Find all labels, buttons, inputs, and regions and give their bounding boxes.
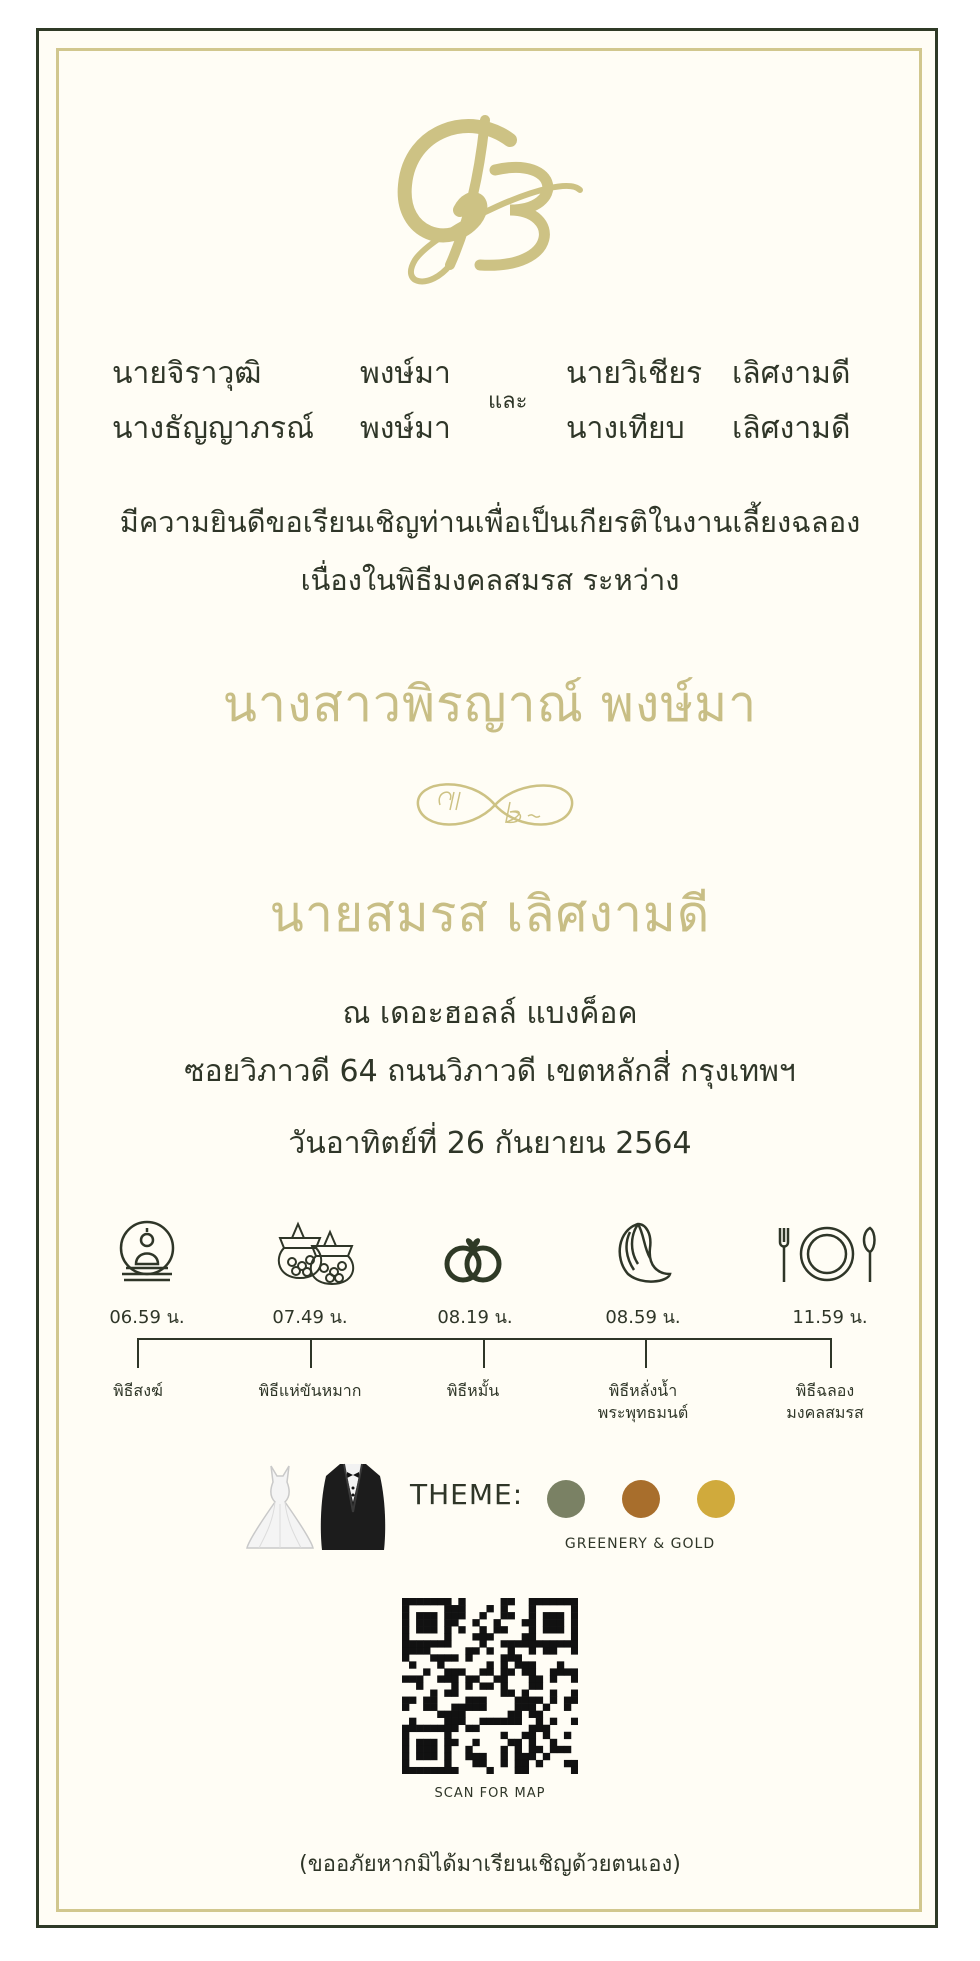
parent-bride-father-last: พงษ์มา	[360, 356, 451, 391]
schedule-event-4-line2: พระพุทธมนต์	[597, 1403, 689, 1422]
schedule-time-2: 07.49 น.	[272, 1307, 348, 1328]
khan-mak-icon	[272, 1218, 362, 1288]
theme-caption: GREENERY & GOLD	[564, 1536, 716, 1552]
rings-icon	[438, 1228, 508, 1288]
schedule-event-2: พิธีแห่ขันหมาก	[258, 1381, 362, 1400]
theme-label: THEME:	[410, 1478, 524, 1511]
theme-color-gold	[697, 1480, 735, 1518]
theme-color-greenery	[547, 1480, 585, 1518]
venue-name: ณ เดอะฮอลล์ แบงค็อค	[342, 996, 638, 1031]
buddha-icon	[112, 1218, 182, 1288]
event-date: วันอาทิตย์ที่ 26 กันยายน 2564	[288, 1126, 692, 1161]
bride-name: นางสาวพิรญาณ์ พงษ์มา	[222, 675, 758, 733]
parent-bride-mother-last: พงษ์มา	[360, 411, 451, 446]
groom-name: นายสมรส เลิศงามดี	[269, 885, 711, 943]
parent-groom-father-last: เลิศงามดี	[732, 356, 851, 391]
schedule-event-5-line2: มงคลสมรส	[786, 1403, 864, 1422]
parent-groom-mother-last: เลิศงามดี	[732, 411, 851, 446]
schedule-event-5	[750, 1380, 900, 1424]
schedule-time-4: 08.59 น.	[605, 1307, 681, 1328]
schedule-event-5-line1: พิธีฉลอง	[795, 1381, 855, 1400]
qr-caption: SCAN FOR MAP	[434, 1786, 546, 1801]
footer-note: (ขออภัยหากมิได้มาเรียนเชิญด้วยตนเอง)	[299, 1852, 681, 1877]
monogram-logo	[390, 100, 610, 300]
schedule-event-4-line1: พิธีหลั่งน้ำ	[608, 1381, 678, 1400]
timeline-tick-3	[483, 1338, 485, 1368]
parent-groom-father-first: นายวิเชียร	[566, 356, 703, 391]
timeline-tick-1	[137, 1338, 139, 1368]
invitation-line-2: เนื่องในพิธีมงคลสมรส ระหว่าง	[300, 563, 680, 597]
venue-address: ซอยวิภาวดี 64 ถนนวิภาวดี เขตหลักสี่ กรุงเทพฯ	[184, 1054, 796, 1089]
parent-groom-mother-first: นางเทียบ	[566, 411, 685, 446]
schedule-time-5: 11.59 น.	[792, 1307, 868, 1328]
schedule-time-1: 06.59 น.	[109, 1307, 185, 1328]
schedule-event-1: พิธีสงฆ์	[113, 1381, 163, 1400]
invitation-line-1: มีความยินดีขอเรียนเชิญท่านเพื่อเป็นเกียรติในงานเลี้ยงฉลอง	[119, 505, 861, 539]
timeline-tick-4	[645, 1338, 647, 1368]
theme-color-bronze	[622, 1480, 660, 1518]
schedule-event-4	[568, 1380, 718, 1424]
and-label: และ	[488, 389, 528, 414]
timeline-tick-2	[310, 1338, 312, 1368]
dinner-plate-icon	[772, 1222, 882, 1286]
parent-bride-mother-first: นางธัญญาภรณ์	[112, 411, 315, 446]
infinity-ornament	[410, 770, 580, 840]
schedule-time-3: 08.19 น.	[437, 1307, 513, 1328]
wedding-dress-icon	[245, 1462, 315, 1552]
parent-bride-father-first: นายจิราวุฒิ	[112, 356, 262, 391]
tuxedo-icon	[318, 1462, 388, 1552]
conch-icon	[608, 1218, 678, 1288]
schedule-event-3: พิธีหมั้น	[446, 1381, 500, 1400]
map-qr-code[interactable]	[402, 1598, 578, 1774]
timeline-tick-5	[830, 1338, 832, 1368]
